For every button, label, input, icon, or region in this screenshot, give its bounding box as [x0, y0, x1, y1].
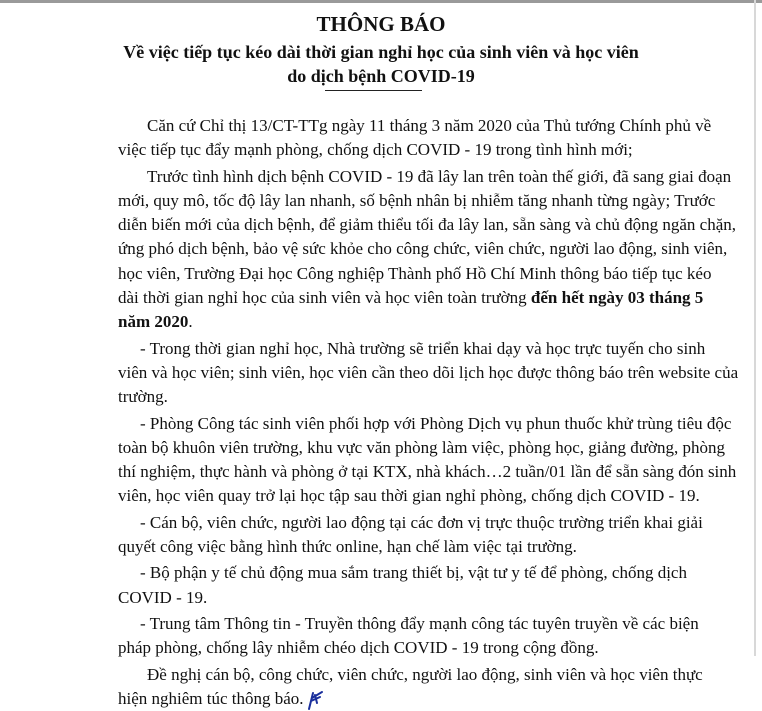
paragraph-situation	[118, 165, 736, 335]
document-title: THÔNG BÁO	[316, 12, 446, 36]
text-line: viên, học viên quay trở lại học tập sau thời gian nghỉ phòng, chống dịch COVID - 19.	[118, 486, 700, 506]
text-line: toàn bộ khuôn viên trường, khu vực văn phòng làm việc, phòng học, giảng đường, phòng	[118, 437, 726, 457]
document-body	[118, 114, 739, 711]
text-line: COVID - 19.	[118, 587, 208, 607]
document-subtitle-line2: do dịch bệnh COVID-19	[287, 66, 475, 86]
text-line: quyết công việc bằng hình thức online, hạn chế làm việc tại trường.	[118, 537, 577, 557]
bullet-online-teaching	[118, 337, 739, 410]
text-segment: dài thời gian nghỉ học của sinh viên và học viên toàn trường	[118, 288, 531, 308]
text-line: - Bộ phận y tế chủ động mua sắm trang thiết bị, vật tư y tế để phòng, chống dịch	[140, 563, 687, 583]
text-line: Trước tình hình dịch bệnh COVID - 19 đã lây lan trên toàn thế giới, đã sang giai đoạn	[147, 166, 732, 186]
text-line: - Cán bộ, viên chức, người lao động tại các đơn vị trực thuộc trường triển khai giải	[140, 512, 703, 532]
window-top-border	[0, 0, 762, 3]
text-line: - Trung tâm Thông tin - Truyền thông đẩy mạnh công tác tuyên truyền về các biện	[140, 613, 699, 633]
paragraph-legal-basis	[118, 114, 712, 163]
text-line: pháp phòng, chống lây nhiễm chéo dịch COVID - 19 trong cộng đồng.	[118, 638, 599, 658]
text-line	[118, 310, 666, 334]
document-subtitle-line1: Về việc tiếp tục kéo dài thời gian nghỉ học của sinh viên và học viên	[123, 42, 639, 62]
deadline-bold: đến hết ngày 03 tháng 5	[530, 288, 704, 308]
text-line: học viên, Trường Đại học Công nghiệp Thành phố Hồ Chí Minh thông báo tiếp tục kéo	[118, 263, 712, 283]
deadline-bold: năm 2020	[118, 312, 189, 332]
text-line: trường.	[118, 387, 168, 407]
text-line: Đề nghị cán bộ, công chức, viên chức, người lao động, sinh viên và học viên thực	[147, 664, 703, 684]
text-line: việc tiếp tục đẩy mạnh phòng, chống dịch COVID - 19 trong tình hình mới;	[118, 140, 633, 160]
text-segment: .	[188, 312, 193, 332]
text-segment: hiện nghiêm túc thông báo.	[118, 688, 304, 708]
bullet-disinfection	[118, 412, 737, 509]
text-line: - Trong thời gian nghỉ học, Nhà trường sẽ triển khai dạy và học trực tuyến cho sinh	[140, 338, 706, 358]
text-line: viên và học viên; sinh viên, học viên cần theo dõi lịch học được thông báo trên website của	[118, 362, 739, 382]
initials-signature-icon	[306, 689, 324, 711]
text-line: diễn biến mới của dịch bệnh, để giảm thiểu tối đa lây lan, sẵn sàng và chủ động ngăn chặn,	[118, 215, 736, 235]
text-line: Căn cứ Chỉ thị 13/CT-TTg ngày 11 tháng 3 năm 2020 của Thủ tướng Chính phủ về	[147, 116, 712, 135]
page-right-edge	[754, 0, 756, 656]
title-underline	[325, 90, 422, 91]
bullet-medical	[118, 561, 687, 610]
text-line	[118, 286, 704, 310]
text-line: ứng phó dịch bệnh, bảo vệ sức khỏe cho công chức, viên chức, người lao động, sinh viên,	[118, 239, 728, 259]
text-line	[118, 687, 666, 711]
bullet-staff-online	[118, 511, 703, 560]
text-line: mới, quy mô, tốc độ lây lan nhanh, số bệnh nhân bị nhiễm tăng nhanh từng ngày; Trước	[118, 190, 716, 210]
bullet-communication	[118, 612, 699, 661]
paragraph-request	[118, 663, 703, 711]
text-line: - Phòng Công tác sinh viên phối hợp với Phòng Dịch vụ phun thuốc khử trùng tiêu độc	[140, 413, 732, 433]
text-line: thí nghiệm, thực hành và phòng ở tại KTX, nhà khách…2 tuần/01 lần để sẵn sàng đón sinh	[118, 462, 737, 482]
